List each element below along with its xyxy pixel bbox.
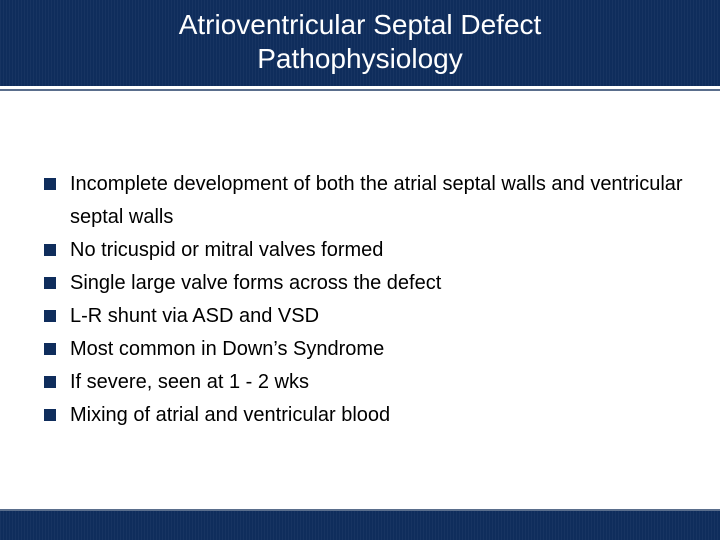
- slide-title-line-2: Pathophysiology: [257, 43, 463, 74]
- bullet-item: [44, 267, 684, 300]
- bullet-text: Most common in Down’s Syndrome: [70, 338, 385, 360]
- bullet-text: Mixing of atrial and ventricular blood: [70, 404, 391, 426]
- square-bullet-icon: [44, 178, 56, 190]
- bullet-text: No tricuspid or mitral valves formed: [70, 239, 384, 261]
- square-bullet-icon: [44, 343, 56, 355]
- bullet-item: [44, 300, 684, 333]
- square-bullet-icon: [44, 376, 56, 388]
- bullet-item: [44, 333, 684, 366]
- bullet-item: [44, 399, 684, 432]
- slide-title: [0, 8, 720, 76]
- bullet-item: [44, 234, 684, 267]
- square-bullet-icon: [44, 277, 56, 289]
- slide-title-line-1: Atrioventricular Septal Defect: [178, 9, 542, 40]
- bullet-text: Incomplete development of both the atrial septal walls and ventricular septal walls: [70, 173, 683, 228]
- square-bullet-icon: [44, 244, 56, 256]
- footer-banner: [0, 511, 720, 540]
- square-bullet-icon: [44, 310, 56, 322]
- square-bullet-icon: [44, 409, 56, 421]
- bullet-list: [44, 168, 684, 432]
- banner-divider-shadow: [0, 89, 720, 91]
- bullet-text: L-R shunt via ASD and VSD: [70, 305, 320, 327]
- bullet-text: Single large valve forms across the defect: [70, 272, 442, 294]
- bullet-item: [44, 366, 684, 399]
- bullet-item: [44, 168, 684, 234]
- bullet-text: If severe, seen at 1 - 2 wks: [70, 371, 309, 393]
